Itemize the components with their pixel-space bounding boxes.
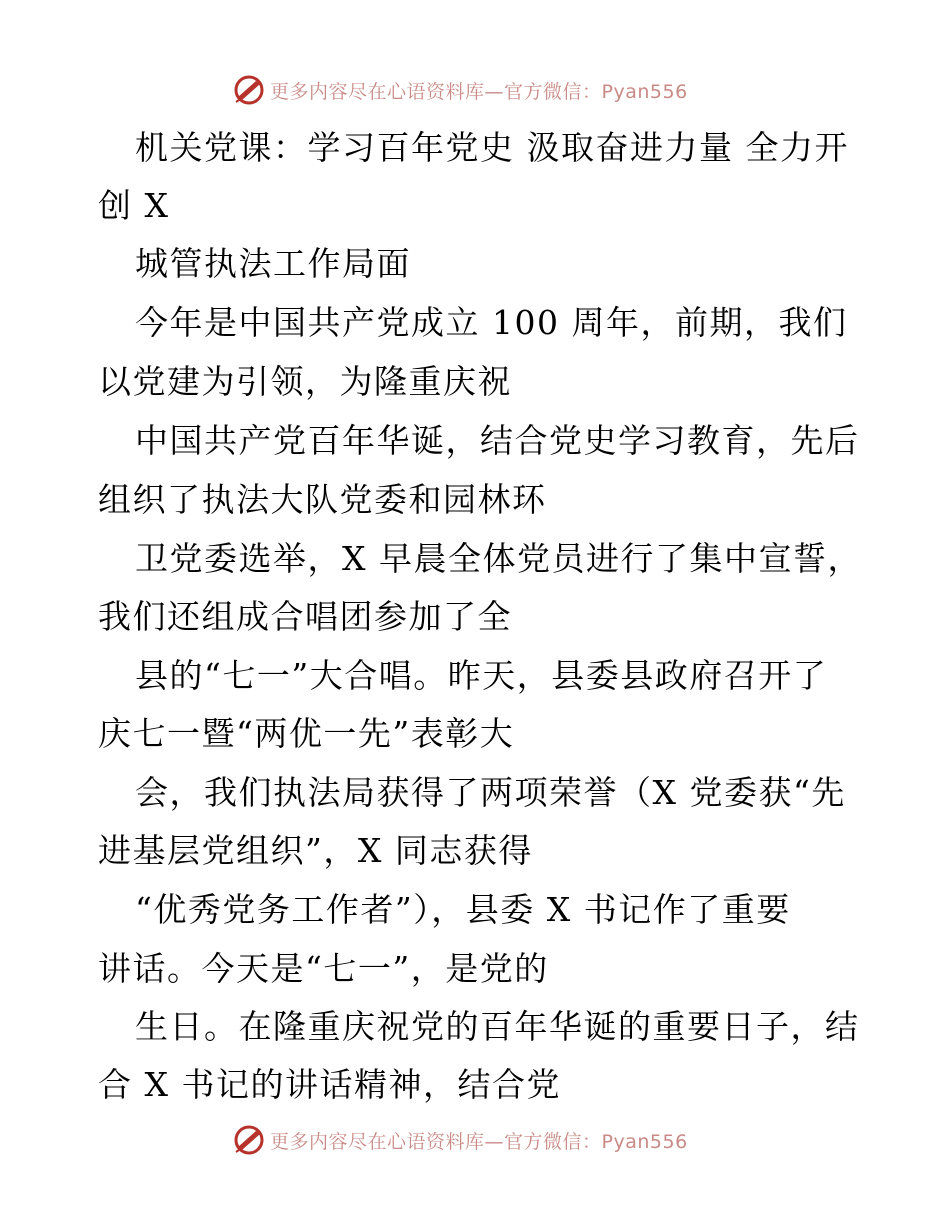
title-line-2: 创 X [98, 186, 170, 225]
footer-watermark [232, 1122, 688, 1158]
pen-logo-icon [232, 1123, 266, 1157]
text-line: 讲话。今天是“七一”，是党的 [98, 949, 549, 988]
text-line: 今年是中国共产党成立 100 周年，前期，我们 [135, 303, 848, 342]
watermark-text: 更多内容尽在心语资料库—官方微信：Pyan556 [270, 1130, 688, 1153]
title-line-1: 机关党课：学习百年党史 汲取奋进力量 全力开 [135, 128, 849, 167]
watermark-text: 更多内容尽在心语资料库—官方微信：Pyan556 [270, 80, 688, 103]
text-line: 庆七一暨“两优一先”表彰大 [98, 714, 515, 753]
text-line: 进基层党组织”，X 同志获得 [98, 831, 533, 870]
title-line-3: 城管执法工作局面 [135, 244, 411, 283]
text-line: 组织了执法大队党委和园林环 [98, 480, 547, 519]
text-line: 合 X 书记的讲话精神，结合党 [98, 1065, 561, 1104]
text-line: 以党建为引领，为隆重庆祝 [98, 362, 512, 401]
text-line: 会，我们执法局获得了两项荣誉（X 党委获“先 [135, 773, 846, 812]
text-line: 县的“七一”大合唱。昨天，县委县政府召开了 [135, 656, 828, 695]
text-line: 我们还组成合唱团参加了全 [98, 597, 512, 636]
text-line: 生日。在隆重庆祝党的百年华诞的重要日子，结 [135, 1007, 860, 1046]
text-line: “优秀党务工作者”），县委 X 书记作了重要 [135, 890, 791, 929]
text-line: 卫党委选举，X 早晨全体党员进行了集中宣誓， [135, 539, 862, 578]
text-line: 中国共产党百年华诞，结合党史学习教育，先后 [135, 421, 860, 460]
